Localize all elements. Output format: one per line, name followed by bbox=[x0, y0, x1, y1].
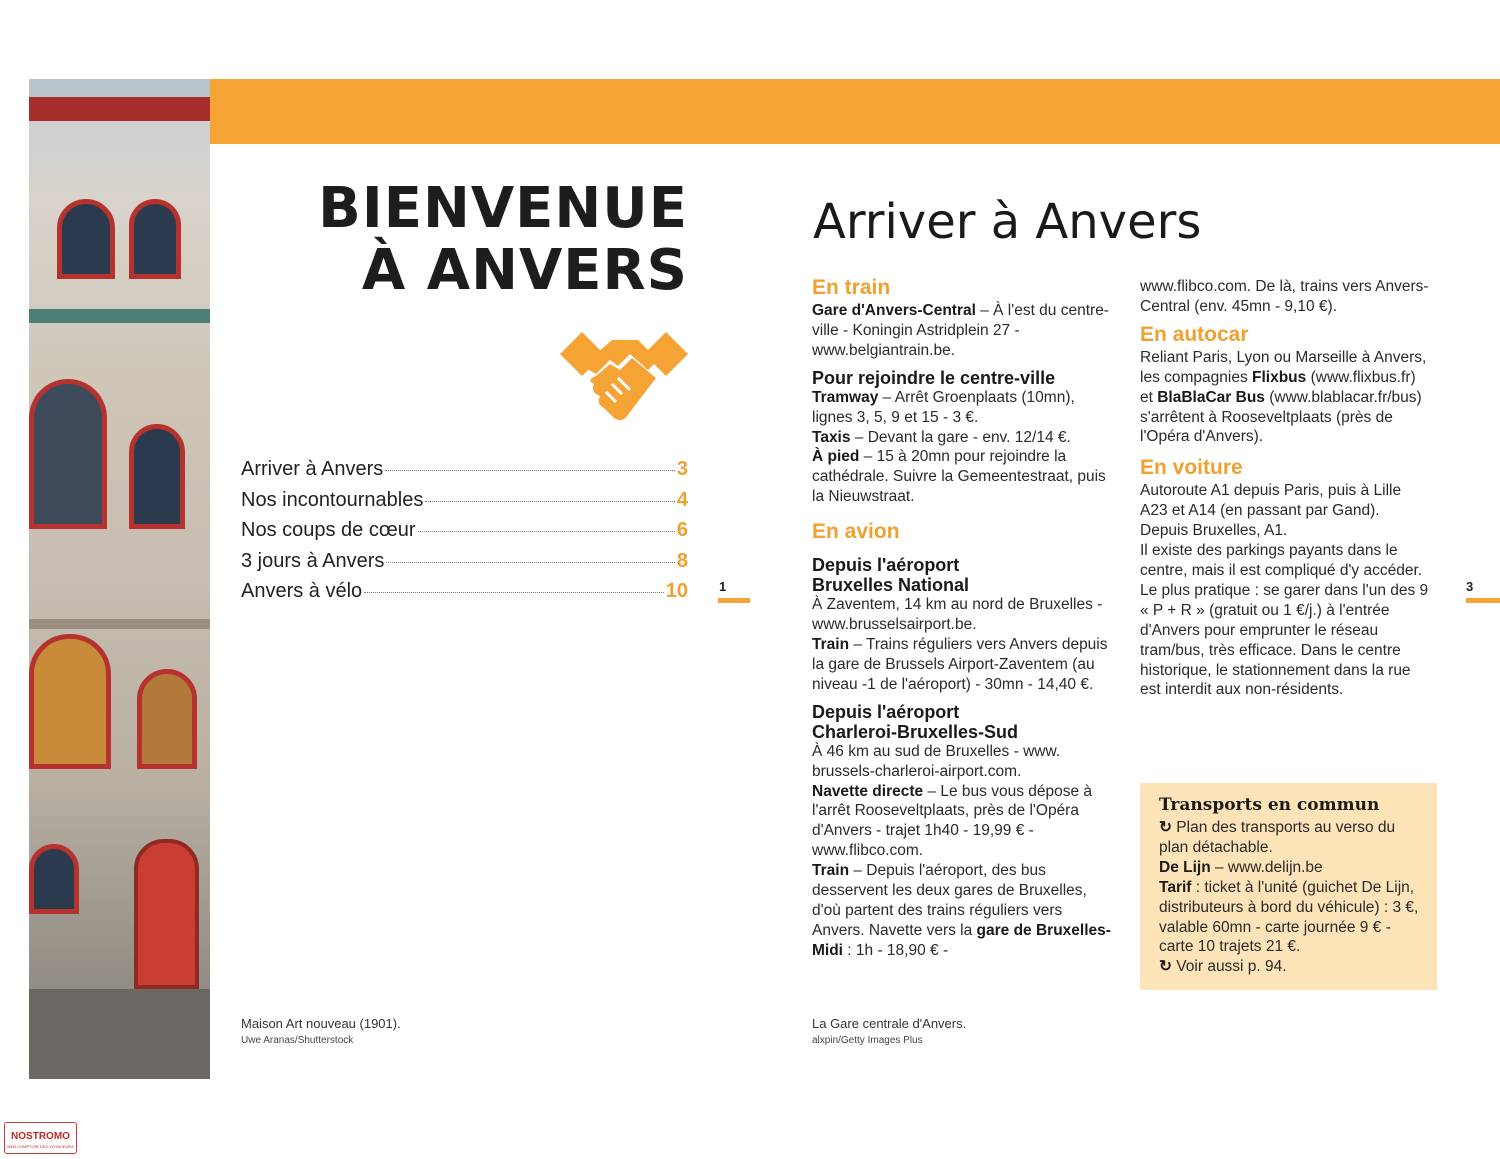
header-accent-bar bbox=[210, 79, 1500, 144]
blablacar-label: BlaBlaCar Bus bbox=[1157, 388, 1265, 406]
toc-item-page: 8 bbox=[676, 549, 688, 572]
logo-subtext: WEB COMPTOIR DES VOYAGEURS bbox=[6, 1144, 75, 1149]
taxis-label: Taxis bbox=[812, 428, 851, 446]
box-delijn-line bbox=[1159, 858, 1427, 878]
photo-caption: Maison Art nouveau (1901). bbox=[241, 1016, 401, 1031]
bruxelles-text: À Zaventem, 14 km au nord de Bruxelles - www.brusselsairport.be. bbox=[812, 596, 1103, 634]
heading-charleroi-2: Charleroi-Bruxelles-Sud bbox=[812, 721, 1019, 742]
nostromo-logo bbox=[4, 1122, 77, 1154]
charleroi-train-text: – Depuis l'aéroport, des bus desservent les deux gares de Bruxelles, d'où partent des trains réguliers vers Anvers. Navette vers la bbox=[812, 862, 1087, 939]
navette-label: Navette directe bbox=[812, 782, 924, 800]
autocar-text-3: (www.blablacar.fr/bus) s'arrêtent à Rooseveltplaats (près de l'Opéra d'Anvers). bbox=[1140, 388, 1422, 446]
tramway-paragraph bbox=[812, 388, 1112, 428]
voiture-text-2: Il existe des parkings payants dans le centre, mais il est compliqué d'y accéder. Le plus pratique : se garer dans l'un des 9 « P + R » (gratuit ou 1 €/j.) à l'entrée d'Anvers pour emprunter le réseau tram/bus, très efficace. Dans le centre historique, le stationnement dans la rue est interdit aux non-résidents. bbox=[1140, 542, 1429, 699]
autocar-text-2: (www.flixbus.fr) et bbox=[1140, 368, 1416, 406]
toc-item-label: Arriver à Anvers bbox=[241, 458, 384, 480]
gare-text: – À l'est du centre-ville - Koningin Astridplein 27 - www.belgiantrain.be. bbox=[812, 302, 1109, 359]
toc-item[interactable] bbox=[241, 550, 688, 581]
taxis-paragraph bbox=[812, 428, 1112, 448]
midi-label: gare de Bruxelles-Midi bbox=[812, 921, 1111, 959]
gare-label: Gare d'Anvers-Central bbox=[812, 302, 976, 319]
heading-bruxelles-national-2: Bruxelles National bbox=[812, 575, 970, 596]
autocar-text-1: Reliant Paris, Lyon ou Marseille à Anvers, les compagnies bbox=[1140, 348, 1427, 386]
box-plan-text: Plan des transports au verso du plan détachable. bbox=[1159, 819, 1396, 856]
charleroi-train-label: Train bbox=[812, 862, 850, 880]
page-number-left: 1 bbox=[719, 579, 727, 594]
toc-item[interactable] bbox=[241, 458, 688, 489]
toc-item-page: 3 bbox=[676, 458, 688, 480]
toc-item-label: 3 jours à Anvers bbox=[241, 549, 385, 572]
box-voir-text: Voir aussi p. 94. bbox=[1172, 958, 1287, 976]
box-voir-line bbox=[1159, 957, 1427, 977]
autocar-paragraph bbox=[1140, 348, 1432, 448]
photo-credit: Uwe Aranas/Shutterstock bbox=[241, 1035, 354, 1046]
heading-en-autocar: En autocar bbox=[1140, 322, 1249, 346]
column-1 bbox=[812, 275, 1112, 961]
photo-credit: alxpin/Getty Images Plus bbox=[812, 1035, 923, 1046]
bruxelles-train-label: Train bbox=[812, 635, 850, 653]
delijn-text: – www.delijn.be bbox=[1210, 858, 1323, 876]
heading-en-voiture: En voiture bbox=[1140, 456, 1243, 480]
heading-en-avion: En avion bbox=[812, 520, 900, 544]
pied-text: – 15 à 20mn pour rejoindre la cathédrale. Suivre la Gemeentestraat, puis la Nieuwstraat. bbox=[812, 448, 1106, 506]
toc-item[interactable] bbox=[241, 489, 688, 520]
navette-paragraph bbox=[812, 782, 1112, 862]
voiture-text-1: Autoroute A1 depuis Paris, puis à Lille A23 et A14 (en passant par Gand). Depuis Bruxelles, A1. bbox=[1140, 482, 1402, 540]
column-2 bbox=[1140, 277, 1432, 700]
gare-paragraph bbox=[812, 301, 1112, 361]
box-title: Transports en commun bbox=[1159, 795, 1380, 815]
toc-leader-dots bbox=[364, 592, 664, 593]
box-plan-line bbox=[1159, 818, 1427, 858]
delijn-label: De Lijn bbox=[1159, 858, 1211, 876]
toc-leader-dots bbox=[386, 562, 674, 563]
photo-caption: La Gare centrale d'Anvers. bbox=[812, 1016, 967, 1031]
toc-item-page: 6 bbox=[676, 519, 688, 542]
taxis-text: – Devant la gare - env. 12/14 €. bbox=[850, 428, 1071, 446]
logo-text: NOSTROMO bbox=[11, 1131, 70, 1142]
bruxelles-train-text: – Trains réguliers vers Anvers depuis la gare de Brussels Airport-Zaventem (au niveau -1 de l'aéroport) - 30mn - 14,40 €. bbox=[812, 635, 1108, 693]
page-number-marker bbox=[718, 598, 750, 603]
tarif-text: : ticket à l'unité (guichet De Lijn, distributeurs à bord du véhicule) : 3 €, valable 60mn - carte journée 9 € - carte 10 trajets 21 €. bbox=[1159, 878, 1419, 956]
charleroi-text: À 46 km au sud de Bruxelles - www. brussels-charleroi-airport.com. bbox=[812, 742, 1061, 780]
box-tarif-line bbox=[1159, 878, 1427, 958]
section-title: Arriver à Anvers bbox=[813, 194, 1202, 250]
page-title-welcome bbox=[300, 178, 688, 302]
heading-charleroi-1: Depuis l'aéroport bbox=[812, 701, 960, 722]
page-number-right: 3 bbox=[1466, 579, 1474, 594]
pied-paragraph bbox=[812, 447, 1112, 507]
handshake-icon bbox=[560, 326, 688, 428]
toc-item-page: 10 bbox=[665, 580, 688, 603]
heading-bruxelles-national-1: Depuis l'aéroport bbox=[812, 555, 960, 576]
heading-rejoindre: Pour rejoindre le centre-ville bbox=[812, 367, 1056, 388]
toc-item-page: 4 bbox=[676, 488, 688, 511]
navette-text: – Le bus vous dépose à l'arrêt Rooseveltplaats, près de l'Opéra d'Anvers - trajet 1h40 - 19,99 € - www.flibco.com. bbox=[812, 782, 1093, 860]
toc-item-label: Anvers à vélo bbox=[241, 580, 363, 603]
charleroi-train-paragraph bbox=[812, 861, 1112, 961]
transports-box bbox=[1140, 783, 1437, 990]
toc-item[interactable] bbox=[241, 580, 688, 611]
tarif-label: Tarif bbox=[1159, 878, 1192, 896]
title-line-2: À ANVERS bbox=[361, 238, 688, 303]
title-line-1: BIENVENUE bbox=[318, 176, 688, 241]
tramway-label: Tramway bbox=[812, 388, 879, 406]
toc-leader-dots bbox=[425, 501, 675, 502]
tramway-text: – Arrêt Groenplaats (10mn), lignes 3, 5, 9 et 15 - 3 €. bbox=[812, 388, 1075, 426]
flibco-continued: www.flibco.com. De là, trains vers Anvers-Central (env. 45mn - 9,10 €). bbox=[1140, 278, 1429, 315]
flixbus-label: Flixbus bbox=[1252, 368, 1307, 386]
toc-leader-dots bbox=[385, 470, 675, 471]
arrow-circle-icon: ↻ bbox=[1159, 819, 1172, 836]
toc-item-label: Nos incontournables bbox=[241, 488, 424, 511]
toc-leader-dots bbox=[418, 531, 675, 532]
bruxelles-train-paragraph bbox=[812, 635, 1112, 695]
arrow-circle-icon: ↻ bbox=[1159, 958, 1172, 976]
pied-label: À pied bbox=[812, 448, 860, 466]
page-number-marker bbox=[1466, 598, 1500, 603]
heading-en-train: En train bbox=[812, 276, 891, 299]
table-of-contents bbox=[241, 458, 688, 611]
toc-item-label: Nos coups de cœur bbox=[241, 519, 416, 542]
building-photo bbox=[29, 79, 210, 1079]
toc-item[interactable] bbox=[241, 519, 688, 550]
midi-text: : 1h - 18,90 € - bbox=[843, 941, 949, 959]
